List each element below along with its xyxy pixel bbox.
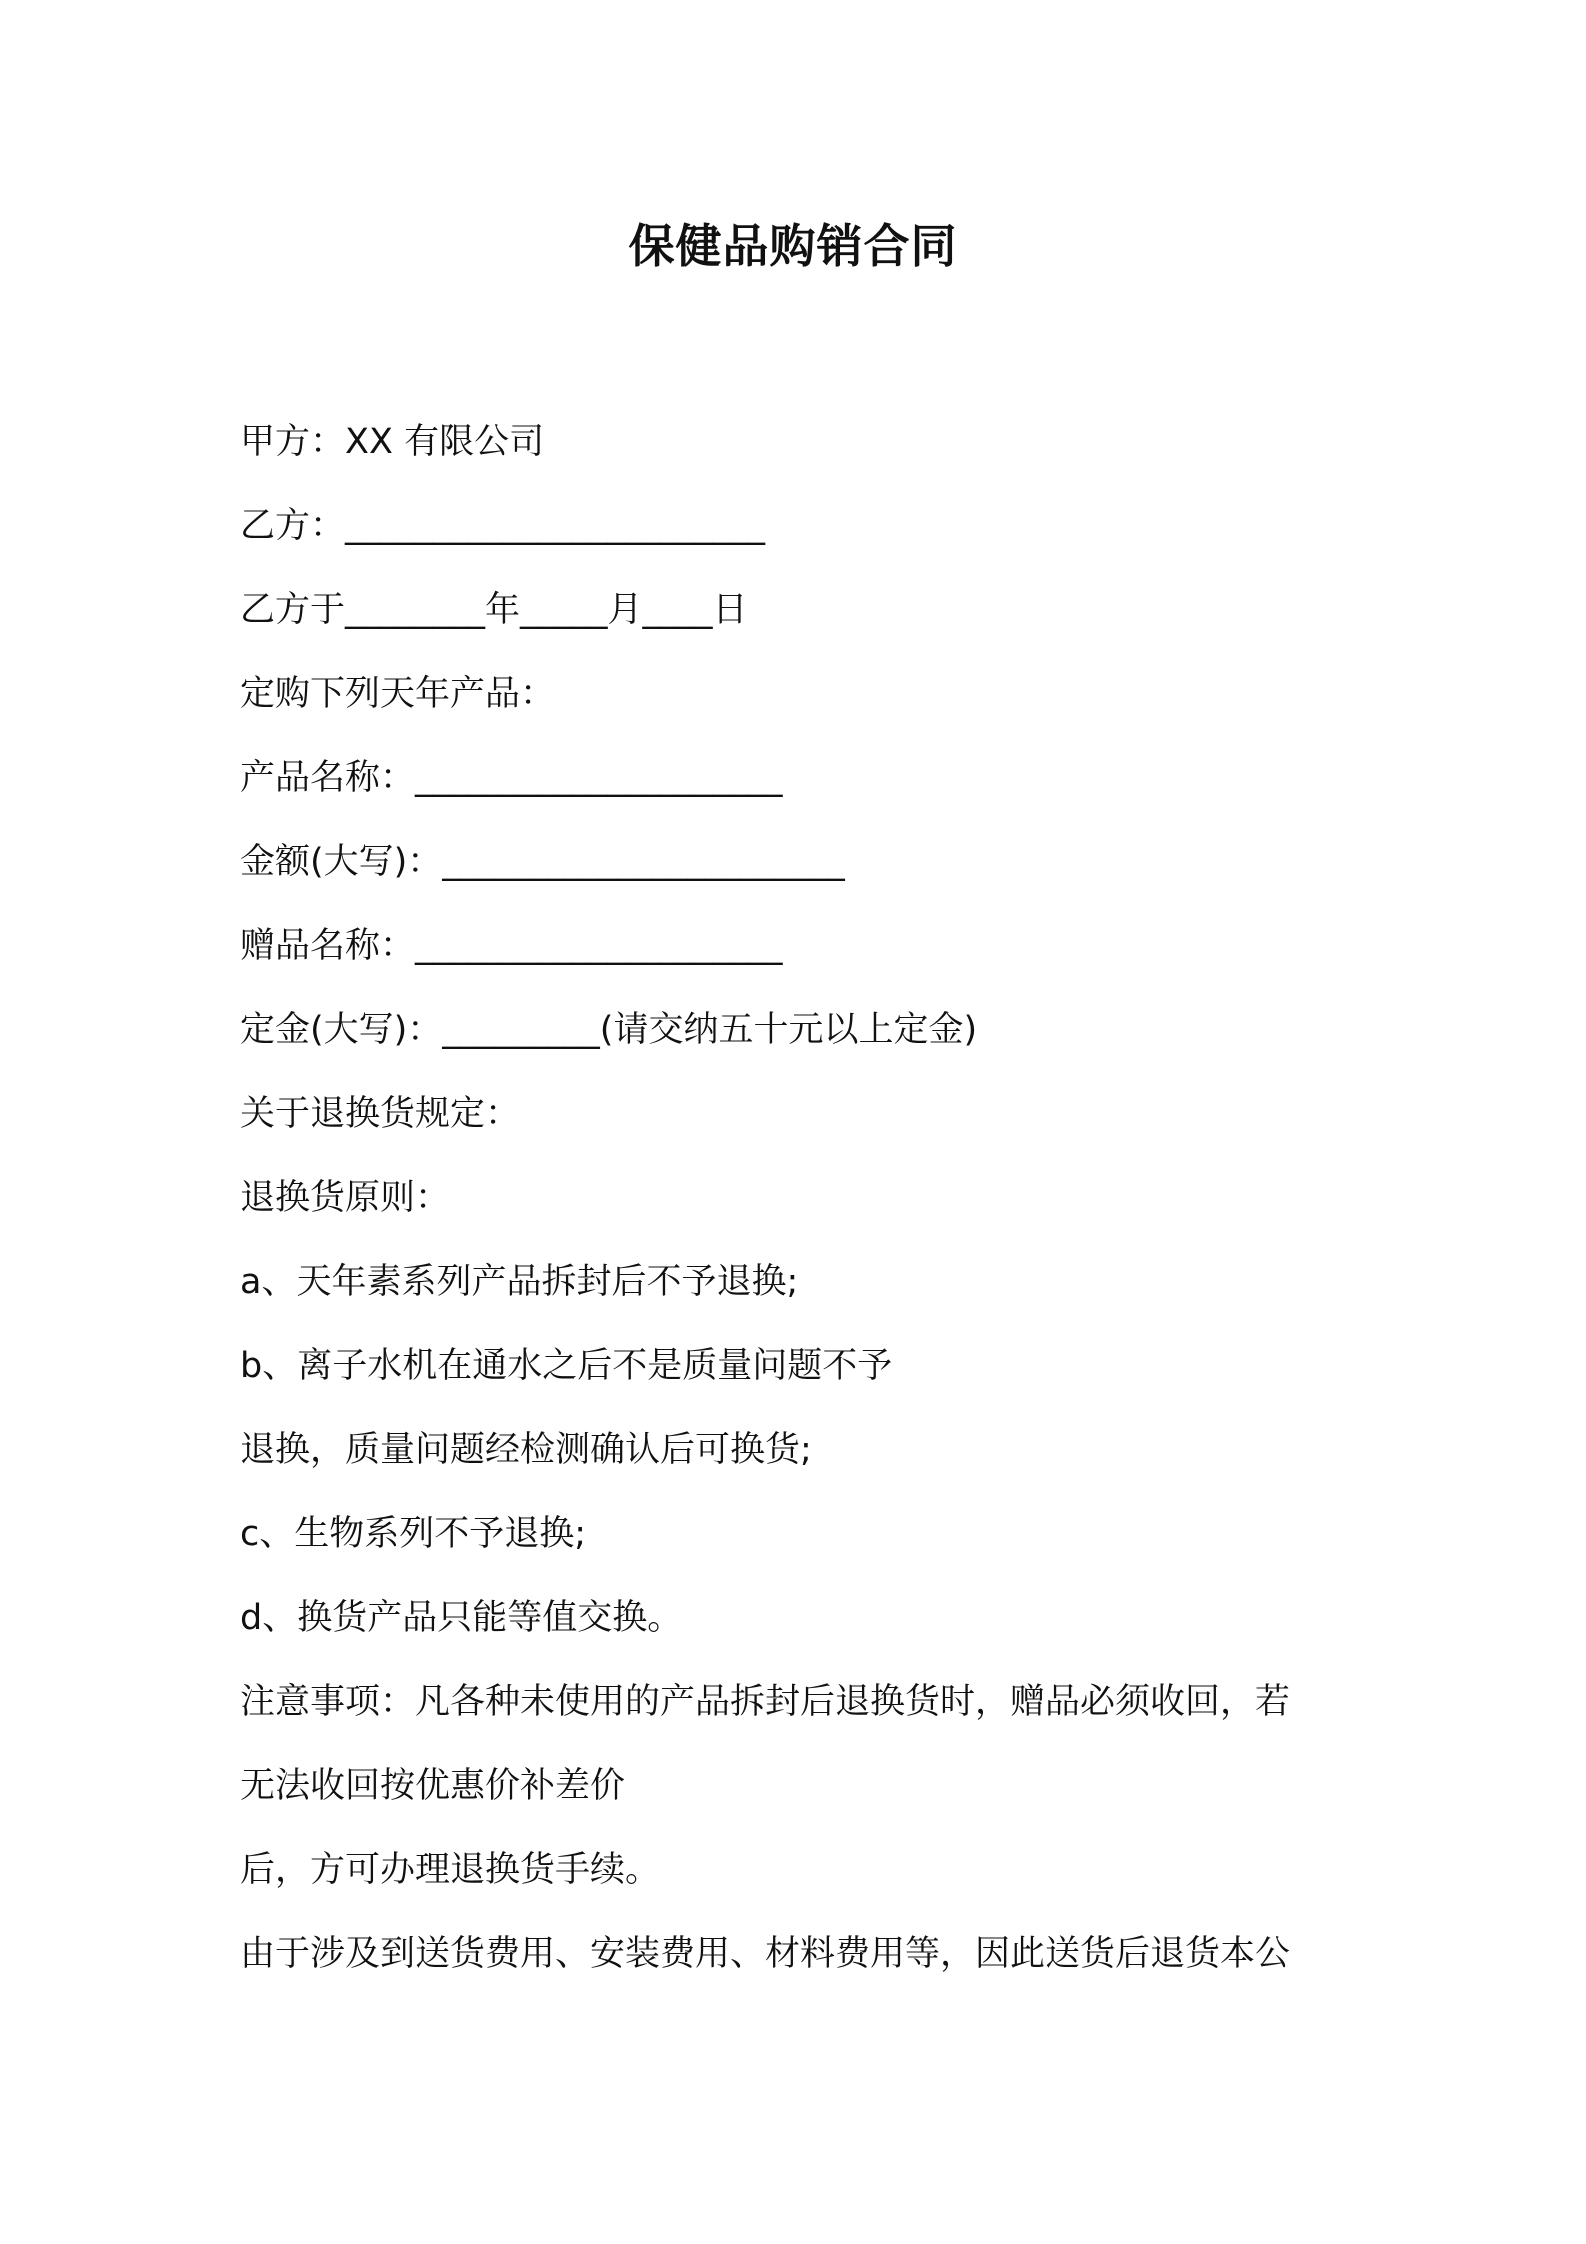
order-products-line: 定购下列天年产品： bbox=[240, 674, 556, 714]
party-b-line: 乙方：________________________ bbox=[240, 506, 766, 546]
document-title: 保健品购销合同 bbox=[628, 219, 958, 273]
return-principles-heading: 退换货原则： bbox=[240, 1178, 451, 1218]
party-a-line: 甲方：XX 有限公司 bbox=[240, 422, 545, 462]
product-name-line: 产品名称：_____________________ bbox=[240, 758, 783, 798]
notice-line: 注意事项：凡各种未使用的产品拆封后退换货时，赠品必须收回，若 bbox=[240, 1682, 1291, 1722]
rule-c-line: c、生物系列不予退换; bbox=[240, 1514, 587, 1554]
amount-line: 金额(大写)：_______________________ bbox=[240, 842, 845, 882]
notice-continuation-2: 后，方可办理退换货手续。 bbox=[240, 1850, 661, 1890]
document-body bbox=[240, 410, 1370, 2006]
rule-b-continuation: 退换，质量问题经检测确认后可换货; bbox=[240, 1430, 812, 1470]
order-date-line: 乙方于________年_____月____日 bbox=[240, 590, 748, 630]
notice-continuation-1: 无法收回按优惠价补差价 bbox=[240, 1766, 626, 1806]
rule-d-line: d、换货产品只能等值交换。 bbox=[240, 1598, 683, 1638]
deposit-line: 定金(大写)：_________(请交纳五十元以上定金) bbox=[240, 1010, 978, 1050]
rule-a-line: a、天年素系列产品拆封后不予退换; bbox=[240, 1262, 799, 1302]
return-policy-heading: 关于退换货规定： bbox=[240, 1094, 521, 1134]
gift-name-line: 赠品名称：_____________________ bbox=[240, 926, 783, 966]
rule-b-line: b、离子水机在通水之后不是质量问题不予 bbox=[240, 1346, 893, 1386]
delivery-fee-line: 由于涉及到送货费用、安装费用、材料费用等，因此送货后退货本公 bbox=[240, 1934, 1291, 1974]
